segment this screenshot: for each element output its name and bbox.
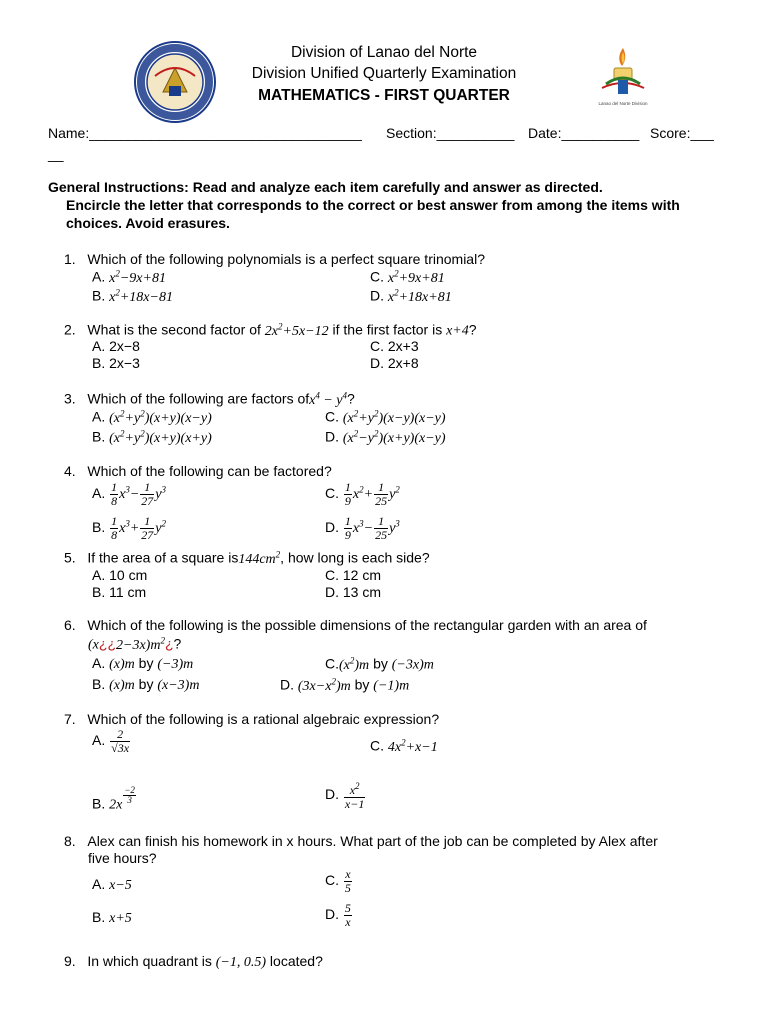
q2-choice-a[interactable]: A. 2x−8 [92,338,140,354]
question-8: 8. Alex can finish his homework in x hours. What part of the job can be completed by Alex after [64,833,658,849]
q6-choice-a[interactable]: A. (x)m by (−3)m [92,655,194,672]
q5-choice-c[interactable]: C. 12 cm [325,567,382,583]
q3-choice-b[interactable]: B. $(x^2+y^2)(x+y)(x+y)$ [92,428,212,446]
q1-choice-c[interactable]: C. $x^2+9x+81$ [370,268,445,286]
q8-choice-b[interactable]: B. x+5 [92,909,132,926]
q5-choice-b[interactable]: B. 11 cm [92,584,147,600]
q4-choice-b[interactable]: B. $\frac{1}{8}$ $x^3+$ $\frac{1}{27}$ $y^2$ [92,514,167,542]
q6-choice-c[interactable]: $C.(x^2)m$ by (−3x)m [325,655,434,673]
question-6-line2: $(x¿¿2-3x)m^2¿$? [88,635,182,653]
logo-caption: Lanao del Norte Division [598,101,648,106]
q7-choice-b[interactable]: B. 2x $\frac{-2}{3}$ [92,785,135,813]
q1-choice-b[interactable]: B. $x^2+18x-81$ [92,287,173,305]
q8-choice-a[interactable]: A. x−5 [92,876,132,893]
q6-choice-b[interactable]: B. (x)m by (x−3)m [92,676,200,693]
q2-choice-c[interactable]: C. 2x+3 [370,338,419,354]
q7-choice-c[interactable]: C. $4x^2+x-1$ [370,737,438,755]
q8-choice-c[interactable]: C. $\frac{x}{5}$ [325,867,351,895]
score-field-wrap: __ [48,146,64,162]
date-field[interactable]: Date:__________ [528,125,640,141]
q5-choice-d[interactable]: D. 13 cm [325,584,382,600]
q4-choice-d[interactable]: D. $\frac{1}{9}$ $x^3-$ $\frac{1}{25}$ $y^3$ [325,514,400,542]
question-4: 4. Which of the following can be factored? [64,463,332,479]
q8-choice-d[interactable]: D. $\frac{5}{x}$ [325,901,351,929]
question-7: 7. Which of the following is a rational algebraic expression? [64,711,440,727]
q5-choice-a[interactable]: A. 10 cm [92,567,148,583]
q7-choice-d[interactable]: D. $\frac{x^2}{x-1}$ [325,781,365,811]
q7-choice-a[interactable]: A. $\frac{2}{√3x}$ [92,727,130,755]
question-8-line2: five hours? [88,850,157,866]
question-6: 6. Which of the following is the possible dimensions of the rectangular garden with an area of [64,617,647,633]
header-subject: MATHEMATICS - FIRST QUARTER [258,87,510,104]
score-field[interactable]: Score:___ [650,125,714,141]
header-division: Division of Lanao del Norte [290,44,478,61]
q2-choice-d[interactable]: D. 2x+8 [370,355,419,371]
question-3: 3. Which of the following are factors $ofx^4 - y^4$? [64,390,355,408]
question-2: 2. What is the second factor of $2x^2+5x-12$ if the first factor is x+4? [64,321,477,339]
q6-choice-d[interactable]: D. $(3x-x^2)m$ by (−1)m [280,676,410,694]
header-exam-title: Division Unified Quarterly Examination [251,65,517,82]
general-instructions: General Instructions: Read and analyze each item carefully and answer as directed. Encircle the letter that corresponds to the correct or best answer from among the items with choices. Avoid erasures. [48,179,680,231]
name-field[interactable]: Name:___________________________________ [48,125,362,141]
q3-choice-d[interactable]: D. $(x^2-y^2)(x+y)(x-y)$ [325,428,446,446]
q4-choice-a[interactable]: A. $\frac{1}{8}$ $x^3-$ $\frac{1}{27}$ $y^3$ [92,480,167,508]
q1-choice-a[interactable]: A. $x^2-9x+81$ [92,268,166,286]
question-5: 5. If the area of a square $is144cm^2$, how long is each side? [64,549,430,567]
question-1: 1. Which of the following polynomials is a perfect square trinomial? [64,251,485,267]
q4-choice-c[interactable]: C. $\frac{1}{9}$ $x^2+$ $\frac{1}{25}$ $y^2$ [325,480,400,508]
q3-choice-c[interactable]: C. $(x^2+y^2)(x-y)(x-y)$ [325,408,446,426]
q3-choice-a[interactable]: A. $(x^2+y^2)(x+y)(x-y)$ [92,408,212,426]
q2-choice-b[interactable]: B. 2x−3 [92,355,140,371]
section-field[interactable]: Section:__________ [386,125,515,141]
q1-choice-d[interactable]: D. $x^2+18x+81$ [370,287,452,305]
question-9: 9. In which quadrant is (−1, 0.5) located? [64,953,323,970]
